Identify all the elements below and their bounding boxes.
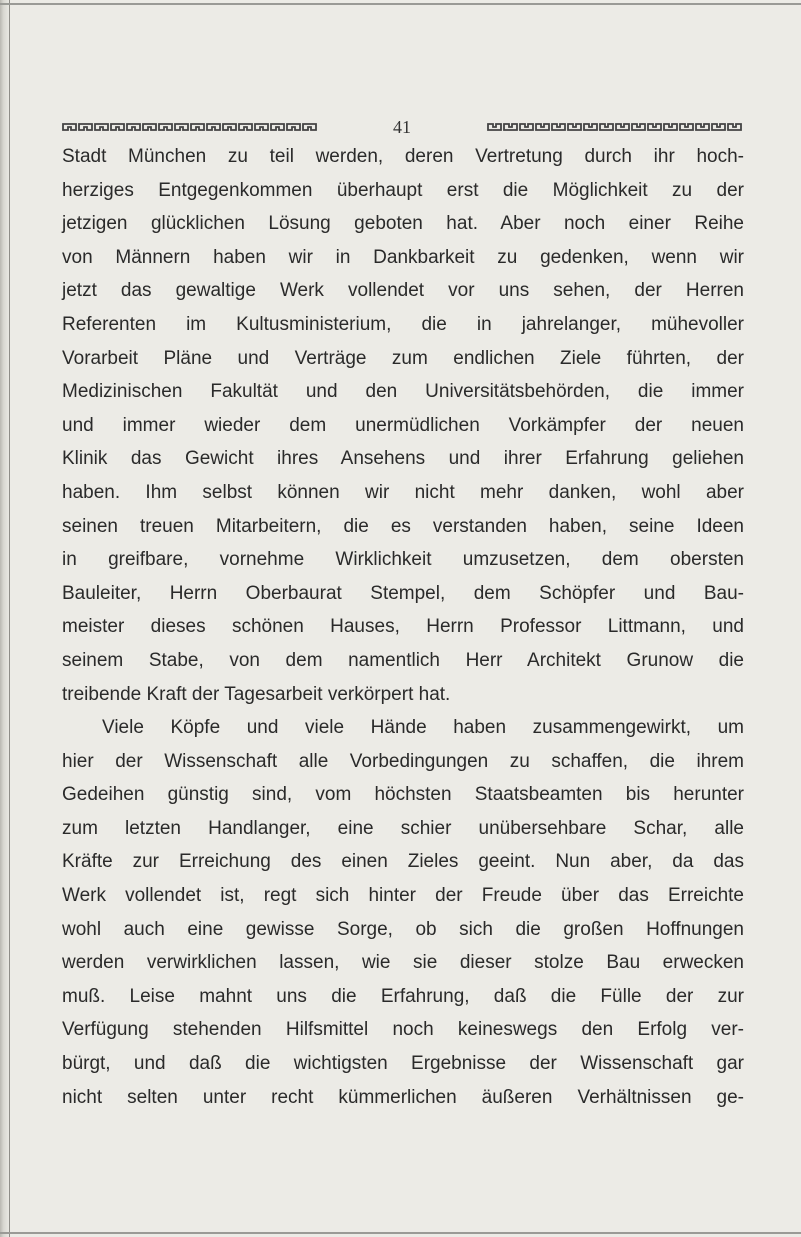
text-line: hier der Wissenschaft alle Vorbedingungen zu schaffen, die ihrem (62, 750, 744, 772)
running-header (62, 118, 742, 136)
brick-pattern-icon (62, 122, 77, 132)
text-line: haben. Ihm selbst können wir nicht mehr danken, wohl aber (62, 481, 744, 503)
text-line: treibende Kraft der Tagesarbeit verkörpert hat. (62, 683, 451, 705)
page-bottom-border (0, 1232, 801, 1234)
brick-pattern-icon (663, 122, 678, 132)
text-line: Stadt München zu teil werden, deren Vertretung durch ihr hoch- (62, 146, 744, 167)
brick-pattern-icon (302, 122, 317, 132)
brick-pattern-icon (158, 122, 173, 132)
brick-pattern-icon (174, 122, 189, 132)
text-line: Bauleiter, Herrn Oberbaurat Stempel, dem Schöpfer und Bau- (62, 582, 744, 604)
text-line: zum letzten Handlanger, eine schier unübersehbare Schar, alle (62, 817, 744, 839)
text-line: Referenten im Kultusministerium, die in jahrelanger, mühevoller (62, 313, 744, 335)
brick-pattern-icon (631, 122, 646, 132)
text-line: Klinik das Gewicht ihres Ansehens und ihrer Erfahrung geliehen (62, 448, 744, 470)
brick-pattern-icon (286, 122, 301, 132)
text-line: wohl auch eine gewisse Sorge, ob sich die großen Hoffnungen (62, 918, 744, 940)
text-line: in greifbare, vornehme Wirklichkeit umzusetzen, dem obersten (62, 549, 744, 571)
text-line: Medizinischen Fakultät und den Universitätsbehörden, die immer (62, 381, 744, 403)
text-line: muß. Leise mahnt uns die Erfahrung, daß die Fülle der zur (62, 985, 744, 1007)
header-ornament-left (62, 122, 317, 132)
text-line: meister dieses schönen Hauses, Herrn Professor Littmann, und (62, 616, 744, 638)
brick-pattern-icon (615, 122, 630, 132)
brick-pattern-icon (254, 122, 269, 132)
brick-pattern-icon (503, 122, 518, 132)
page-number: 41 (393, 117, 411, 137)
body-text (62, 140, 744, 1114)
text-line: Verfügung stehenden Hilfsmittel noch keineswegs den Erfolg ver- (62, 1019, 744, 1041)
text-line: Gedeihen günstig sind, vom höchsten Staatsbeamten bis herunter (62, 784, 744, 806)
brick-pattern-icon (110, 122, 125, 132)
brick-pattern-icon (78, 122, 93, 132)
text-line: bürgt, und daß die wichtigsten Ergebnisse der Wissenschaft gar (62, 1053, 744, 1075)
page-left-border (9, 0, 10, 1237)
brick-pattern-icon (551, 122, 566, 132)
text-line: Vorarbeit Pläne und Verträge zum endlichen Ziele führten, der (62, 347, 744, 369)
text-line: jetzigen glücklichen Lösung geboten hat. Aber noch einer Reihe (62, 213, 744, 235)
brick-pattern-icon (535, 122, 550, 132)
brick-pattern-icon (711, 122, 726, 132)
brick-pattern-icon (206, 122, 221, 132)
brick-pattern-icon (647, 122, 662, 132)
text-line: herziges Entgegenkommen überhaupt erst die Möglichkeit zu der (62, 179, 744, 201)
text-line: Werk vollendet ist, regt sich hinter der Freude über das Erreichte (62, 885, 744, 907)
brick-pattern-icon (222, 122, 237, 132)
text-line: von Männern haben wir in Dankbarkeit zu gedenken, wenn wir (62, 246, 744, 268)
brick-pattern-icon (567, 122, 582, 132)
brick-pattern-icon (519, 122, 534, 132)
text-line: jetzt das gewaltige Werk vollendet vor uns sehen, der Herren (62, 280, 744, 302)
brick-pattern-icon (126, 122, 141, 132)
brick-pattern-icon (487, 122, 502, 132)
brick-pattern-icon (94, 122, 109, 132)
brick-pattern-icon (695, 122, 710, 132)
text-line: werden verwirklichen lassen, wie sie dieser stolze Bau erwecken (62, 952, 744, 974)
brick-pattern-icon (583, 122, 598, 132)
header-ornament-right (487, 122, 742, 132)
brick-pattern-icon (142, 122, 157, 132)
brick-pattern-icon (270, 122, 285, 132)
brick-pattern-icon (599, 122, 614, 132)
brick-pattern-icon (727, 122, 742, 132)
text-line: Viele Köpfe und viele Hände haben zusammengewirkt, um (102, 717, 744, 739)
text-line: seinem Stabe, von dem namentlich Herr Architekt Grunow die (62, 649, 744, 671)
text-line: nicht selten unter recht kümmerlichen äußeren Verhältnissen ge- (62, 1086, 744, 1108)
brick-pattern-icon (238, 122, 253, 132)
page-top-border (0, 3, 801, 5)
text-line: Kräfte zur Erreichung des einen Zieles geeint. Nun aber, da das (62, 851, 744, 873)
brick-pattern-icon (679, 122, 694, 132)
text-line: und immer wieder dem unermüdlichen Vorkämpfer der neuen (62, 414, 744, 436)
text-line: seinen treuen Mitarbeitern, die es verstanden haben, seine Ideen (62, 515, 744, 537)
brick-pattern-icon (190, 122, 205, 132)
